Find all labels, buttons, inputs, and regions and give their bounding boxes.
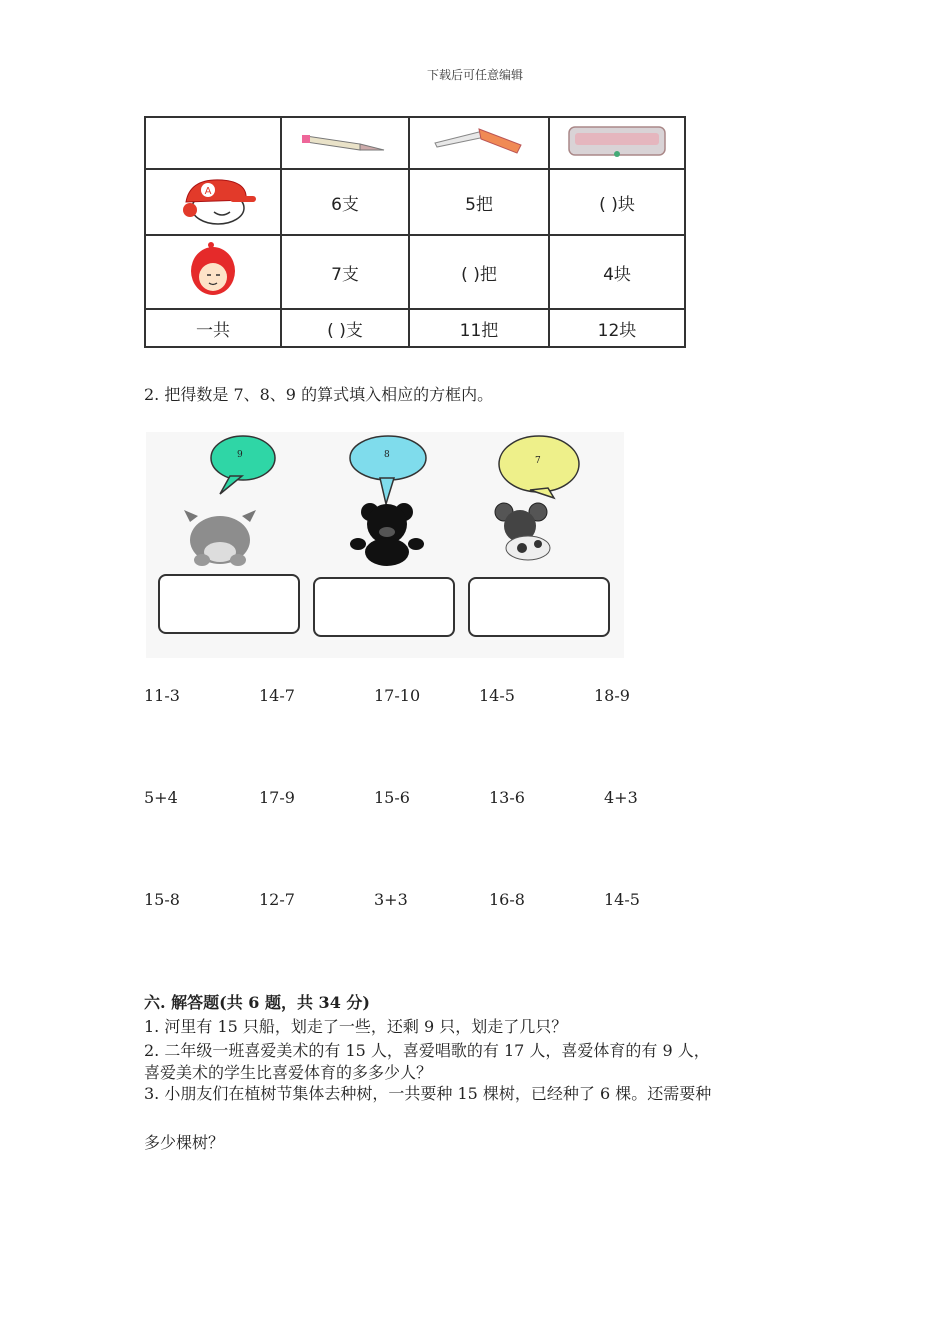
pencil-case-image	[549, 117, 685, 169]
expression-item[interactable]: 16-8	[489, 890, 525, 909]
expression-item[interactable]: 11-3	[144, 686, 180, 705]
table-cell: 4块	[549, 235, 685, 309]
table-row-boy	[145, 169, 685, 235]
table-cell: ( )支	[281, 309, 409, 347]
table-cell: 12块	[549, 309, 685, 347]
expression-item[interactable]: 18-9	[594, 686, 630, 705]
question-6-2-line1: 2. 二年级一班喜爱美术的有 15 人，喜爱唱歌的有 17 人，喜爱体育的有 9 人，	[144, 1041, 710, 1060]
expression-item[interactable]: 5+4	[144, 788, 178, 807]
expression-item[interactable]: 15-6	[374, 788, 410, 807]
question-6-1: 1. 河里有 15 只船，划走了一些，还剩 9 只，划走了几只？	[144, 1017, 568, 1036]
table-row-total	[145, 309, 685, 347]
pencil-icon	[300, 126, 390, 156]
table-cell: 一共	[145, 309, 281, 347]
item-count-table	[144, 116, 686, 348]
expression-item[interactable]: 14-5	[479, 686, 515, 705]
table-cell: 7支	[281, 235, 409, 309]
expression-item[interactable]: 17-10	[374, 686, 421, 705]
red-haired-girl-icon	[178, 239, 248, 301]
table-corner-cell	[145, 117, 281, 169]
bubble-scene	[146, 432, 624, 658]
expression-item[interactable]: 14-5	[604, 890, 640, 909]
answer-box-9[interactable]	[158, 574, 300, 634]
knife-icon	[429, 121, 529, 161]
table-cell: 11把	[409, 309, 549, 347]
question-6-3-line2: 多少棵树？	[144, 1133, 225, 1152]
gray-creature-icon	[184, 510, 256, 566]
bubble-number: 9	[237, 450, 243, 460]
table-cell: 6支	[281, 169, 409, 235]
expression-item[interactable]: 13-6	[489, 788, 525, 807]
table-cell: 5把	[409, 169, 549, 235]
expression-item[interactable]: 12-7	[259, 890, 295, 909]
table-cell: ( )块	[549, 169, 685, 235]
header-note: 下载后可任意编辑	[426, 68, 523, 82]
expression-item[interactable]: 3+3	[374, 890, 408, 909]
svg-text:A: A	[204, 185, 212, 197]
question-2-text: 2. 把得数是 7、8、9 的算式填入相应的方框内。	[144, 385, 494, 404]
toy-mouse-icon	[495, 503, 550, 560]
black-bear-icon	[350, 503, 424, 566]
boy-cap-image	[145, 169, 281, 235]
expression-item[interactable]: 14-7	[259, 686, 295, 705]
expression-item[interactable]: 15-8	[144, 890, 180, 909]
question-6-3-line1: 3. 小朋友们在植树节集体去种树，一共要种 15 棵树，已经种了 6 棵。还需要种	[144, 1084, 712, 1103]
table-header-row	[145, 117, 685, 169]
expression-item[interactable]: 4+3	[604, 788, 638, 807]
girl-image	[145, 235, 281, 309]
expression-item[interactable]: 17-9	[259, 788, 295, 807]
table-cell: ( )把	[409, 235, 549, 309]
table-row-girl	[145, 235, 685, 309]
boy-with-cap-icon	[168, 172, 258, 228]
pencil-case-icon	[565, 121, 669, 161]
bubble-number: 7	[535, 456, 541, 466]
section-6-title: 六. 解答题(共 6 题，共 34 分)	[144, 993, 370, 1012]
knife-image	[409, 117, 549, 169]
question-6-2-line2: 喜爱美术的学生比喜爱体育的多多少人？	[144, 1063, 433, 1082]
answer-box-8[interactable]	[313, 577, 455, 637]
bubble-number: 8	[384, 450, 390, 460]
pencil-image	[281, 117, 409, 169]
answer-box-7[interactable]	[468, 577, 610, 637]
